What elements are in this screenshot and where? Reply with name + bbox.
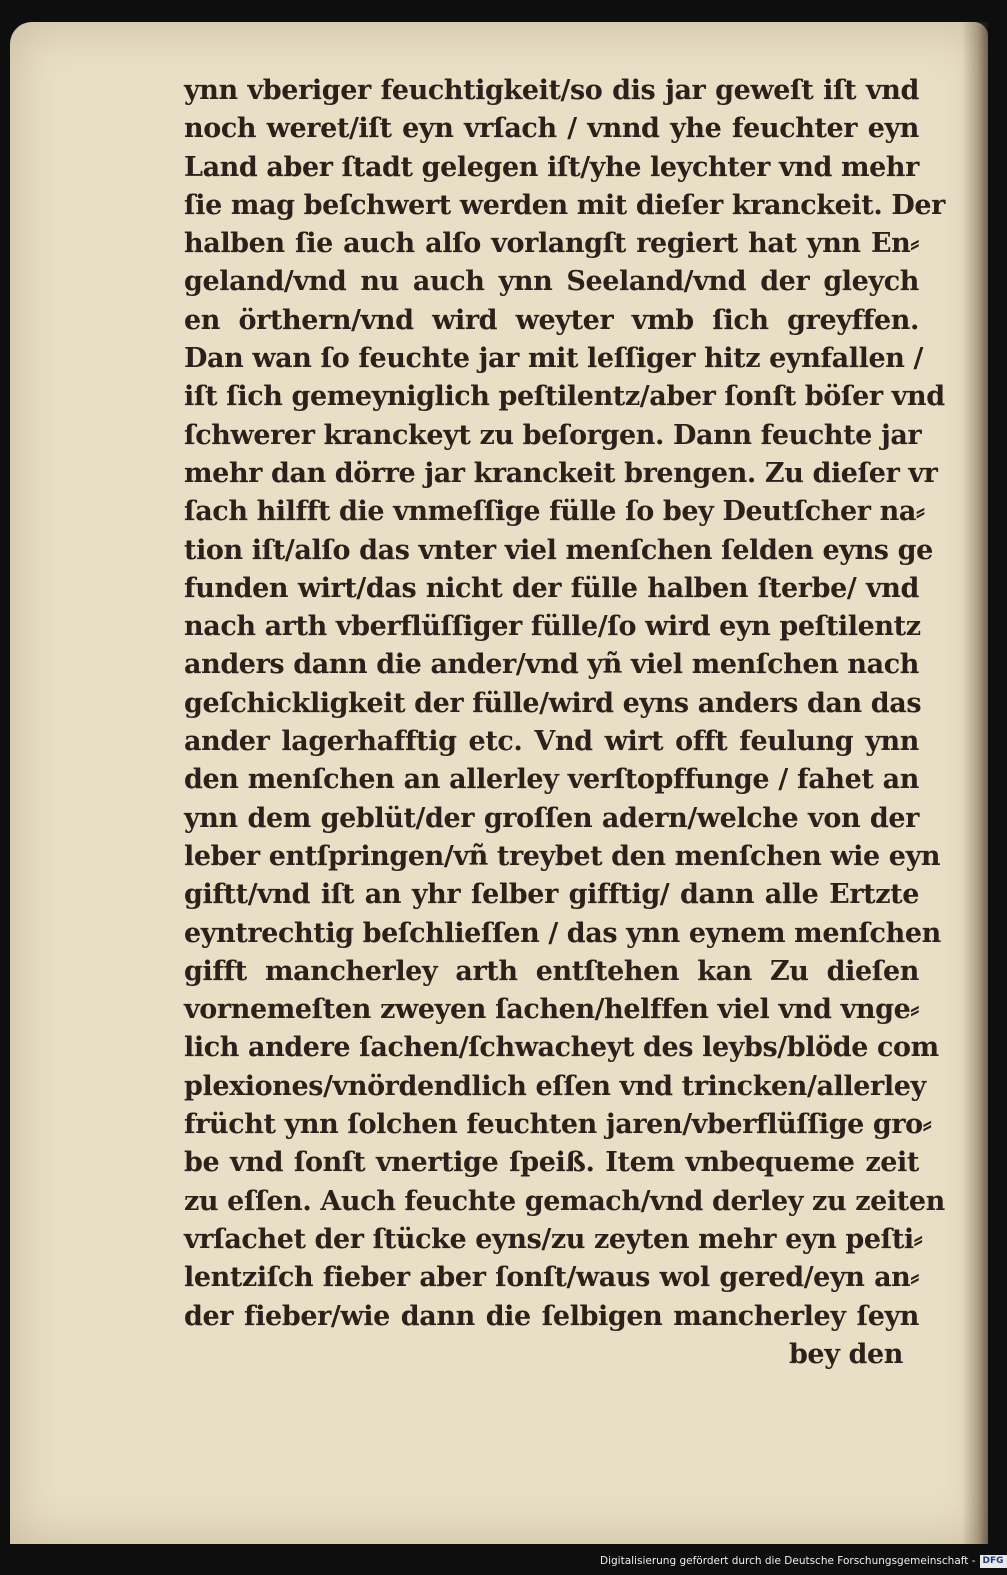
text-line: halben ſie auch alſo vorlangſt regiert hat ynn En⸗ [184,228,919,260]
dfg-logo: DFG [980,1555,1007,1568]
text-line: vornemeſten zweyen ſachen/helffen viel vnd vnge⸗ [184,994,919,1026]
text-line: Land aber ſtadt gelegen iſt/yhe leychter vnd mehr [184,151,919,183]
text-line: zu eſſen. Auch feuchte gemach/vnd derley zu zeiten [184,1185,945,1217]
text-line: ſie mag beſchwert werden mit dieſer kranckeit. Der [184,189,945,221]
text-line: ynn vberiger feuchtigkeit/so dis jar geweſt iſt vnd [184,75,919,106]
text-line: ynn dem geblüt/der groſſen adern/welche von der [184,802,919,834]
text-line: vrſachet der ſtücke eyns/zu zeyten mehr eyn peſti⸗ [184,1223,923,1255]
text-line: be vnd ſonſt vnertige ſpeiß. Item vnbequeme zeit [184,1147,919,1179]
text-line: ſach hilfft die vnmeſſige fülle ſo bey Deutſcher na⸗ [184,496,925,528]
text-line: en örthern/vnd wird weyter vmb ſich greyffen. [184,304,919,336]
text-line: der fieber/wie dann die ſelbigen mancherley ſeyn [184,1300,919,1332]
text-line: tion iſt/alſo das vnter viel menſchen ſelden eyns ge [184,534,933,566]
text-line: Dan wan ſo feuchte jar mit leſſiger hitz eynfallen / [184,343,923,375]
text-line: lich andere ſachen/ſchwacheyt des leybs/blöde com [184,1032,939,1064]
text-line: giftt/vnd iſt an yhr ſelber gifftig/ dann alle Ertzte [184,879,919,911]
text-line: geland/vnd nu auch ynn Seeland/vnd der gleych [184,266,919,298]
text-line: funden wirt/das nicht der fülle halben ſterbe/ vnd [184,572,919,604]
text-line: ſchwerer kranckeyt zu beſorgen. Dann feuchte jar [184,419,922,451]
text-line: frücht ynn ſolchen feuchten jaren/vberflüſſige gro⸗ [184,1109,932,1141]
text-line: nach arth vberflüſſiger fülle/ſo wird eyn peſtilentz [184,611,921,643]
text-line: iſt ſich gemeyniglich peſtilentz/aber ſonſt böſer vnd [184,381,945,413]
text-line: eyntrechtig beſchlieſſen / das ynn eynem menſchen [184,917,941,949]
page-text-block [184,72,945,1374]
text-line: den menſchen an allerley verſtopffunge / fahet an [184,764,919,796]
digitization-credit [600,1552,1004,1570]
text-line: noch weret/iſt eyn vrſach / vnnd yhe feuchter eyn [184,113,919,145]
text-line: mehr dan dörre jar kranckeit brengen. Zu dieſer vr [184,457,938,489]
text-line: gifft mancherley arth entſtehen kan Zu dieſen [184,955,919,987]
text-line: plexiones/vnördendlich eſſen vnd trincken/allerley [184,1070,926,1102]
text-line: geſchickligkeit der fülle/wird eyns anders dan das [184,687,922,719]
credit-text: Digitalisierung gefördert durch die Deutsche Forschungsgemeinschaft - [600,1555,976,1567]
text-line: ander lagerhafftig etc. Vnd wirt offt feulung ynn [184,726,919,758]
page-edge-shadow [962,22,988,1544]
text-line: leber entſpringen/vñ treybet den menſchen wie eyn [184,840,941,872]
text-line: lentziſch fieber aber ſonſt/waus wol gered/eyn an⸗ [184,1262,919,1294]
text-line: anders dann die ander/vnd yñ viel menſchen nach [184,649,919,681]
catchword: bey den [788,1338,903,1370]
